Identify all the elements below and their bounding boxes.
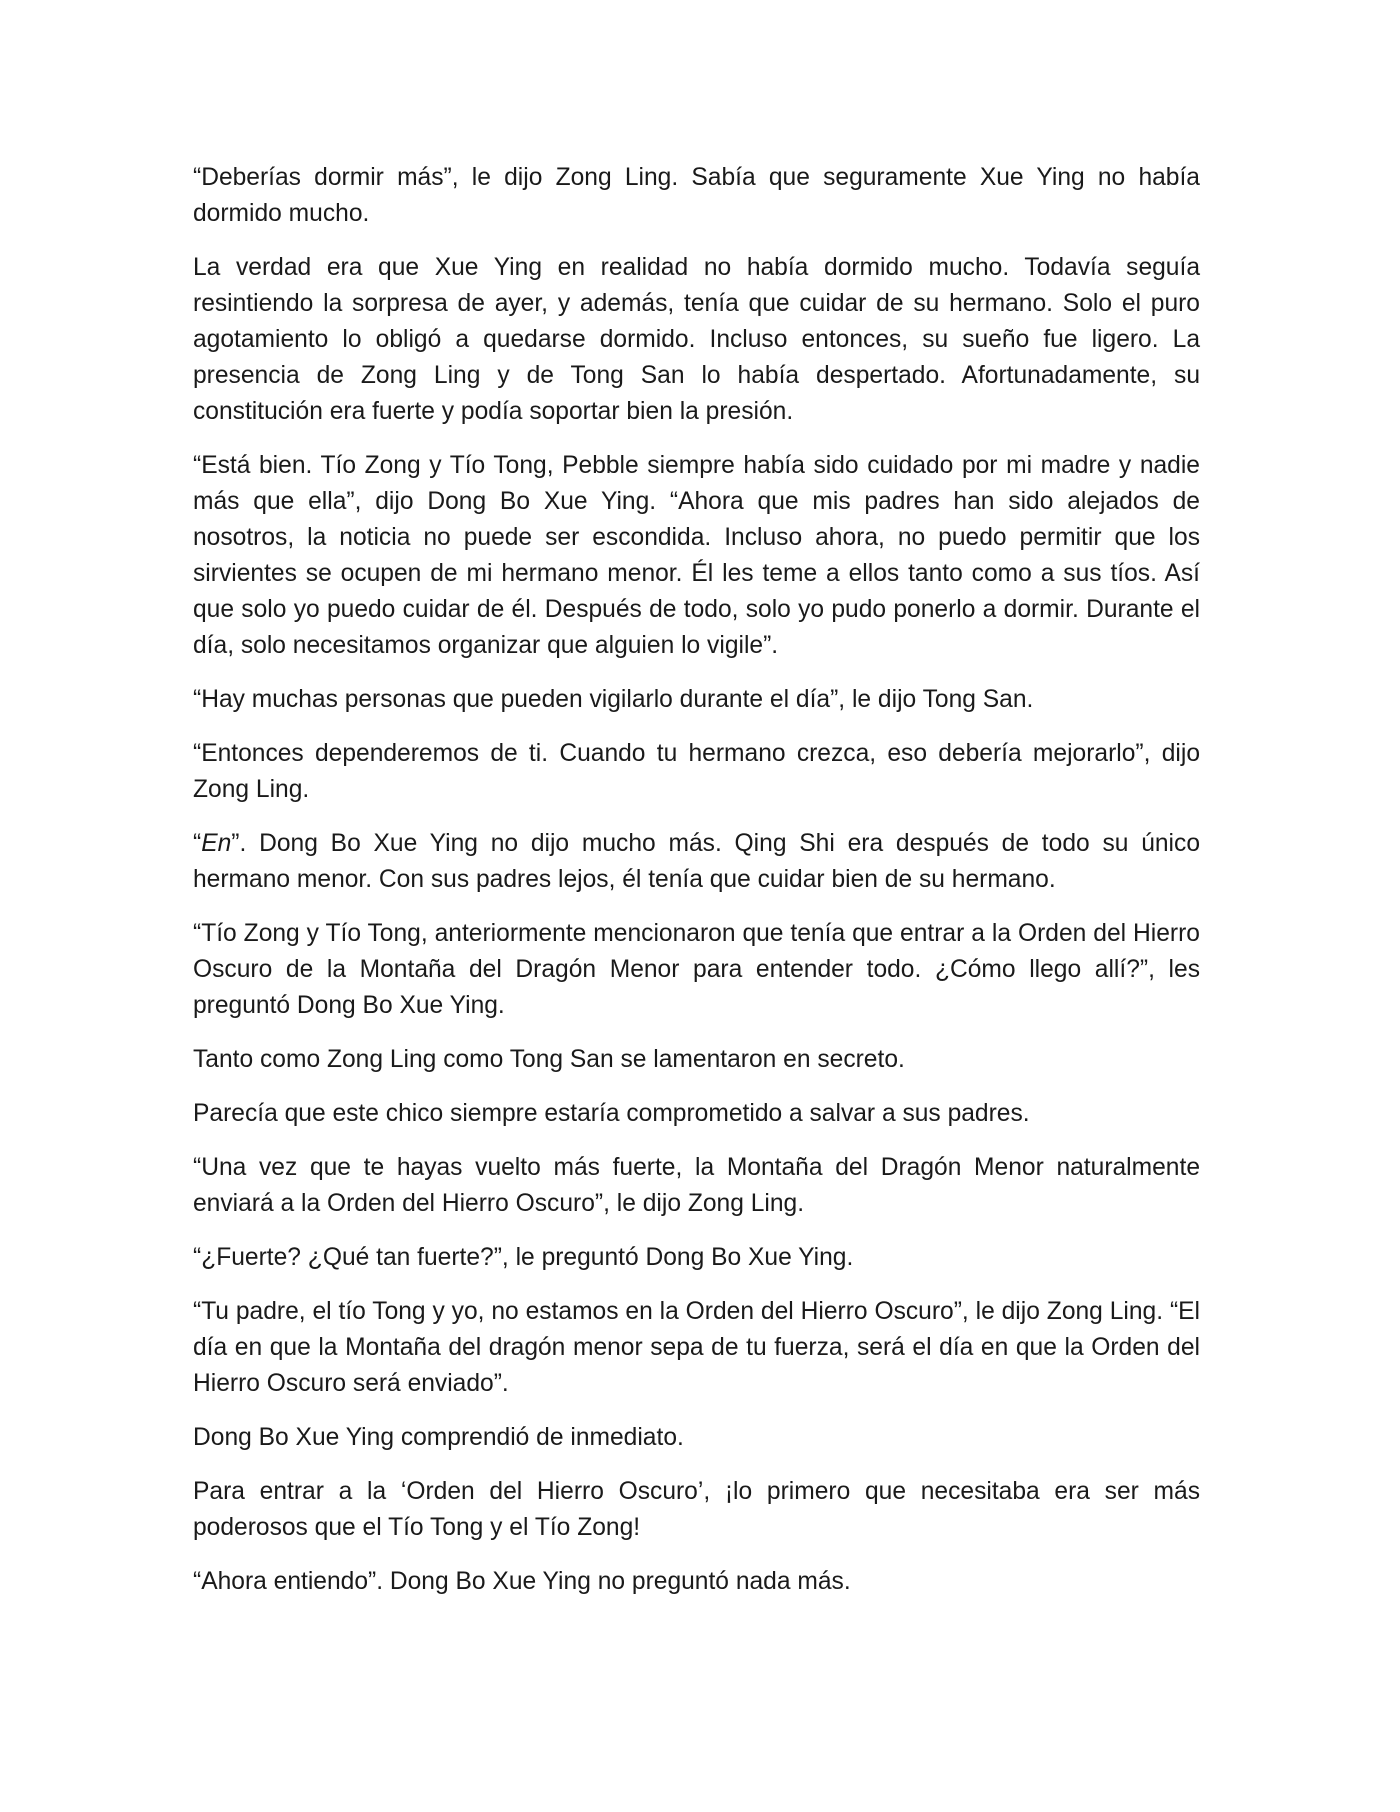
paragraph-6-rest: ”. Dong Bo Xue Ying no dijo mucho más. Qing Shi era después de todo su único hermano menor. Con sus padres lejos, él tenía que cuidar bien de su hermano. (193, 830, 1200, 893)
paragraph-14: Para entrar a la ‘Orden del Hierro Oscuro’, ¡lo primero que necesitaba era ser más poderosos que el Tío Tong y el Tío Zong! (193, 1478, 1200, 1541)
paragraph-10: “Una vez que te hayas vuelto más fuerte, la Montaña del Dragón Menor naturalmente enviará a la Orden del Hierro Oscuro”, le dijo Zong Ling. (193, 1154, 1200, 1217)
paragraph-2: La verdad era que Xue Ying en realidad no había dormido mucho. Todavía seguía resintiendo la sorpresa de ayer, y además, tenía que cuidar de su hermano. Solo el puro agotamiento lo obligó a quedarse dormido. Incluso entonces, su sueño fue ligero. La presencia de Zong Ling y de Tong San lo había despertado. Afortunadamente, su constitución era fuerte y podía soportar bien la presión. (193, 254, 1200, 425)
paragraph-6-italic-word: En (201, 830, 232, 857)
paragraph-1: “Deberías dormir más”, le dijo Zong Ling. Sabía que seguramente Xue Ying no había dormido mucho. (193, 164, 1200, 227)
paragraph-8: Tanto como Zong Ling como Tong San se lamentaron en secreto. (193, 1046, 905, 1073)
paragraph-11: “¿Fuerte? ¿Qué tan fuerte?”, le preguntó Dong Bo Xue Ying. (193, 1244, 854, 1271)
paragraph-5: “Entonces dependeremos de ti. Cuando tu hermano crezca, eso debería mejorarlo”, dijo Zong Ling. (193, 740, 1200, 803)
paragraph-6-open-quote: “ (193, 830, 202, 857)
paragraph-13: Dong Bo Xue Ying comprendió de inmediato. (193, 1424, 684, 1451)
paragraph-15: “Ahora entiendo”. Dong Bo Xue Ying no preguntó nada más. (193, 1568, 851, 1595)
paragraph-3: “Está bien. Tío Zong y Tío Tong, Pebble siempre había sido cuidado por mi madre y nadie más que ella”, dijo Dong Bo Xue Ying. “Ahora que mis padres han sido alejados de nosotros, la noticia no puede ser escondida. Incluso ahora, no puedo permitir que los sirvientes se ocupen de mi hermano menor. Él les teme a ellos tanto como a sus tíos. Así que solo yo puedo cuidar de él. Después de todo, solo yo pudo ponerlo a dormir. Durante el día, solo necesitamos organizar que alguien lo vigile”. (193, 452, 1200, 659)
paragraph-4: “Hay muchas personas que pueden vigilarlo durante el día”, le dijo Tong San. (193, 686, 1034, 713)
paragraph-7: “Tío Zong y Tío Tong, anteriormente mencionaron que tenía que entrar a la Orden del Hierro Oscuro de la Montaña del Dragón Menor para entender todo. ¿Cómo llego allí?”, les preguntó Dong Bo Xue Ying. (193, 920, 1200, 1019)
paragraph-9: Parecía que este chico siempre estaría comprometido a salvar a sus padres. (193, 1100, 1030, 1127)
paragraph-6 (193, 826, 1200, 898)
document-body (193, 160, 1200, 1618)
paragraph-12: “Tu padre, el tío Tong y yo, no estamos en la Orden del Hierro Oscuro”, le dijo Zong Ling. “El día en que la Montaña del dragón menor sepa de tu fuerza, será el día en que la Orden del Hierro Oscuro será enviado”. (193, 1298, 1200, 1397)
